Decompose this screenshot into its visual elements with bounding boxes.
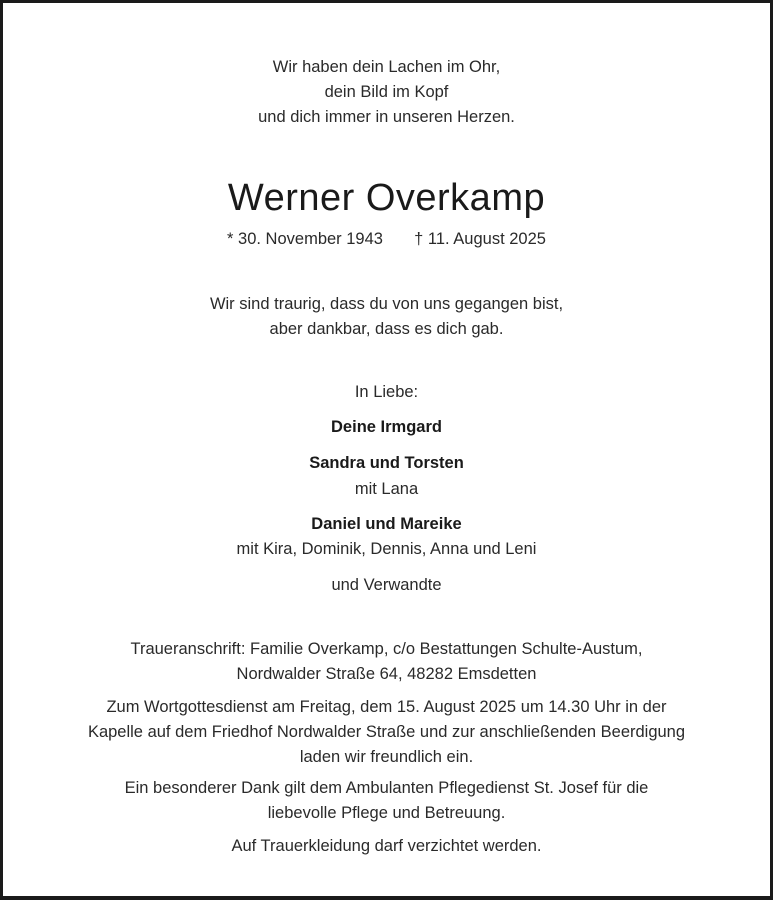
quote-line-2: aber dankbar, dass es dich gab. (269, 320, 504, 338)
death-date: † 11. August 2025 (414, 230, 546, 248)
family-spouse: Deine Irmgard (331, 418, 442, 436)
address-line-2: Nordwalder Straße 64, 48282 Emsdetten (236, 665, 537, 683)
service-line-1: Zum Wortgottesdienst am Freitag, dem 15. August 2025 um 14.30 Uhr in der (106, 698, 667, 716)
family-child-1-sub: mit Lana (354, 480, 419, 498)
thanks-line-2: liebevolle Pflege und Betreuung. (267, 804, 506, 822)
address-line-1: Traueranschrift: Familie Overkamp, c/o Bestattungen Schulte-Austum, (130, 640, 643, 658)
family-child-1: Sandra und Torsten (309, 454, 464, 472)
poem-line-3: und dich immer in unseren Herzen. (258, 108, 515, 126)
dress-note: Auf Trauerkleidung darf verzichtet werden. (231, 837, 542, 855)
deceased-name: Werner Overkamp (227, 177, 546, 219)
life-dates (3, 229, 770, 249)
service-line-2: Kapelle auf dem Friedhof Nordwalder Straße und zur anschließenden Beerdigung (87, 723, 686, 741)
family-child-2-sub: mit Kira, Dominik, Dennis, Anna und Leni (236, 540, 537, 558)
service-line-3: laden wir freundlich ein. (299, 748, 474, 766)
quote-line-1: Wir sind traurig, dass du von uns gegangen bist, (209, 295, 564, 313)
family-child-2: Daniel und Mareike (311, 515, 462, 533)
poem-line-2: dein Bild im Kopf (324, 83, 449, 101)
poem-line-1: Wir haben dein Lachen im Ohr, (272, 58, 501, 76)
family-relatives: und Verwandte (331, 576, 442, 594)
family-intro: In Liebe: (354, 383, 419, 401)
thanks-line-1: Ein besonderer Dank gilt dem Ambulanten Pflegedienst St. Josef für die (124, 779, 649, 797)
birth-date: * 30. November 1943 (227, 230, 383, 248)
